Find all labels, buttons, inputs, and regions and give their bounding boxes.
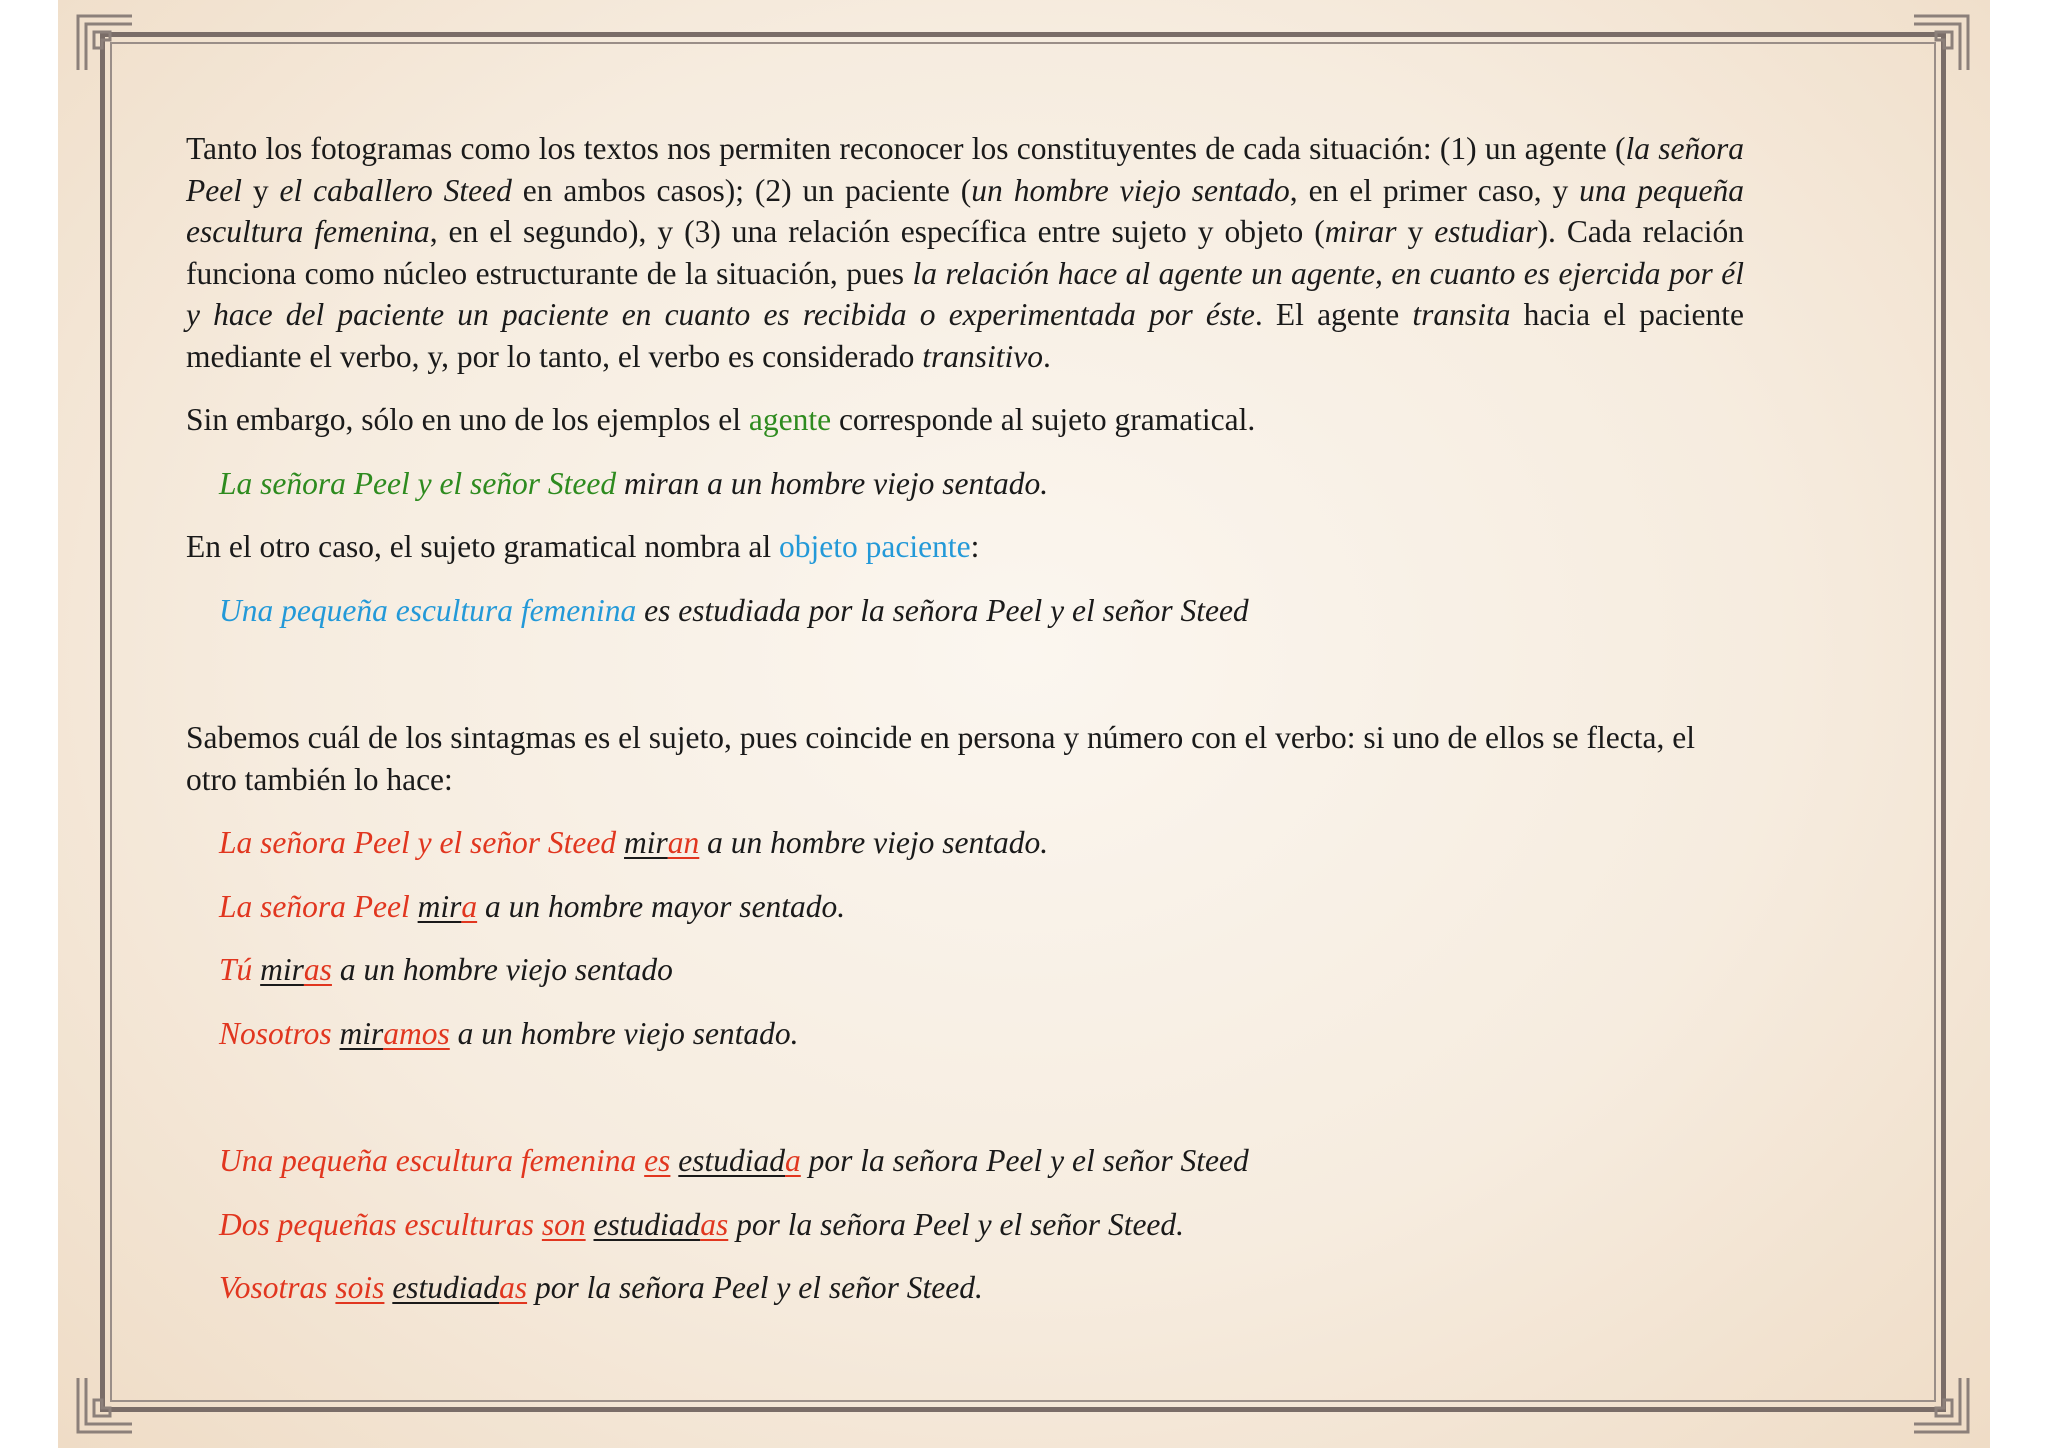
example-subject: Dos pequeñas esculturas [219, 1206, 534, 1242]
corner-ornament-icon [1906, 8, 1976, 78]
verb-stem: mir [417, 888, 462, 924]
example-predicate: miran a un hombre viejo sentado. [616, 465, 1049, 501]
agreement-example [186, 949, 1744, 991]
text: Tanto los fotogramas como los textos nos permiten reconocer los constituyentes de cada situación: (1) un agente ( [186, 131, 1626, 166]
example-subject: Una pequeña escultura femenina [219, 592, 637, 628]
participle [392, 1270, 527, 1305]
text: hacia el paciente mediante el verbo, y, por lo tanto, el verbo es considerado [186, 297, 1744, 374]
text: : [970, 529, 980, 564]
paragraph-agent [186, 399, 1744, 441]
verb [418, 889, 478, 924]
paragraph-agreement [186, 717, 1744, 800]
example-subject: La señora Peel y el señor Steed [219, 825, 617, 860]
document-body [186, 128, 1744, 1309]
example-predicate: a un hombre mayor sentado. [477, 888, 846, 924]
verb-ending: a [461, 888, 478, 924]
verb [340, 1016, 450, 1051]
example-subject: Vosotras [219, 1270, 328, 1305]
agreement-example [186, 1204, 1744, 1246]
paragraph-patient [186, 526, 1744, 568]
example-predicate: a un hombre viejo sentado. [449, 1015, 799, 1051]
agreement-passive-list [186, 1140, 1744, 1309]
verb-stem: mir [624, 825, 668, 860]
text: ). Cada relación funciona como núcleo estructurante de la situación, pues [186, 214, 1745, 291]
example-subject: La señora Peel [219, 888, 410, 924]
italic-text: el caballero Steed [279, 172, 512, 208]
text: corresponde al sujeto gramatical. [831, 402, 1256, 437]
example-subject: Nosotros [219, 1015, 332, 1051]
text: , en el segundo), y (3) una relación específica entre sujeto y objeto ( [429, 214, 1325, 249]
example-predicate: por la señora Peel y el señor Steed. [527, 1270, 983, 1305]
example-active [186, 463, 1744, 505]
italic-text: la señora Peel [186, 131, 1745, 208]
auxiliary-verb: son [541, 1206, 586, 1242]
example-subject: La señora Peel y el señor Steed [219, 465, 617, 501]
text: y [241, 172, 280, 208]
participle [678, 1143, 801, 1178]
agreement-example [186, 822, 1744, 864]
verb-ending: an [667, 825, 700, 860]
italic-text: una pequeña escultura femenina [186, 172, 1745, 249]
participle-ending: a [785, 1143, 801, 1178]
text: y [1396, 214, 1435, 249]
example-subject: Tú [219, 952, 253, 987]
italic-text: la relación hace al agente un agente, en cuanto es ejercida por él y hace del paciente un paciente en cuanto es recibida o experimentada por éste [186, 255, 1744, 332]
verb [260, 952, 332, 987]
example-predicate: por la señora Peel y el señor Steed [800, 1143, 1249, 1178]
agreement-example [186, 1267, 1744, 1309]
italic-text: mirar [1324, 214, 1397, 249]
agreement-active-list [186, 822, 1744, 1054]
example-passive [186, 590, 1744, 632]
text: . El agente [1254, 297, 1413, 332]
auxiliary-verb: sois [335, 1270, 385, 1305]
verb-stem: mir [260, 952, 304, 987]
text: en ambos casos); (2) un paciente ( [511, 172, 972, 208]
italic-text: transita [1412, 297, 1511, 332]
example-predicate: a un hombre viejo sentado [331, 952, 673, 987]
agreement-example [186, 1013, 1744, 1055]
text: Sin embargo, sólo en uno de los ejemplos el [186, 402, 749, 437]
corner-ornament-icon [70, 8, 140, 78]
example-predicate: por la señora Peel y el señor Steed. [728, 1206, 1185, 1242]
example-predicate: a un hombre viejo sentado. [699, 825, 1049, 860]
text: . [1043, 338, 1051, 374]
text: En el otro caso, el sujeto gramatical nombra al [186, 529, 780, 564]
example-predicate: es estudiada por la señora Peel y el señor Steed [636, 592, 1249, 628]
text: Sabemos cuál de los sintagmas es el sujeto, pues coincide en persona y número con el verbo: si uno de ellos se flecta, el otro también lo hace: [186, 720, 1695, 797]
italic-text: transitivo [922, 338, 1043, 374]
patient-highlight: objeto paciente [779, 529, 971, 564]
corner-ornament-icon [70, 1370, 140, 1440]
verb-ending: as [303, 952, 332, 987]
participle-ending: as [499, 1270, 528, 1305]
participle-stem: estudiad [678, 1143, 786, 1178]
verb-ending: amos [383, 1015, 450, 1051]
auxiliary-verb: es [644, 1143, 671, 1178]
participle-stem: estudiad [392, 1270, 500, 1305]
verb-stem: mir [339, 1015, 384, 1051]
verb [624, 825, 699, 860]
participle [594, 1207, 729, 1242]
italic-text: estudiar [1434, 214, 1538, 249]
agreement-example [186, 886, 1744, 928]
example-subject: Una pequeña escultura femenina [219, 1143, 637, 1178]
participle-stem: estudiad [593, 1206, 701, 1242]
agreement-example [186, 1140, 1744, 1182]
corner-ornament-icon [1906, 1370, 1976, 1440]
italic-text: un hombre viejo sentado [971, 172, 1290, 208]
paragraph-constituents [186, 128, 1744, 377]
text: , en el primer caso, y [1289, 172, 1580, 208]
participle-ending: as [700, 1206, 729, 1242]
agent-highlight: agente [748, 402, 832, 437]
